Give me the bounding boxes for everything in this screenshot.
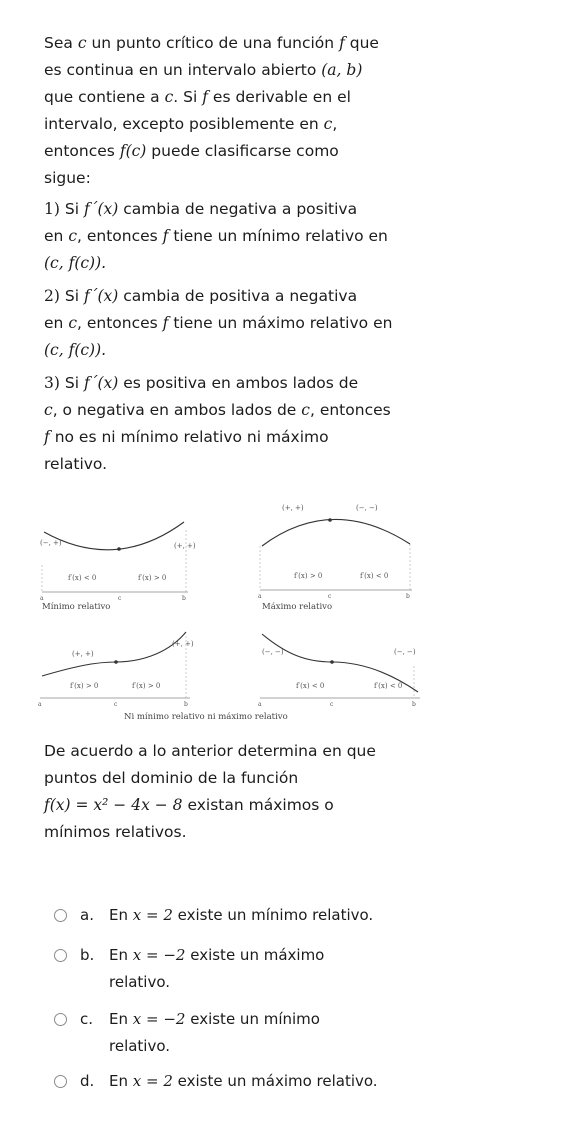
option-letter: d. xyxy=(80,1072,95,1090)
neither-increasing-graph xyxy=(36,626,196,708)
sign-label: (−, −) xyxy=(262,648,284,656)
question-text xyxy=(44,738,554,846)
rule-text: tiene un mínimo relativo en xyxy=(173,227,388,245)
min-graph xyxy=(36,510,196,600)
question-line: puntos del dominio de la función xyxy=(44,769,299,787)
b-label: b xyxy=(406,593,410,600)
math-c: c xyxy=(323,115,333,133)
rule-text: en xyxy=(44,227,64,245)
option-text[interactable] xyxy=(109,1068,509,1095)
rule-text: no es ni mínimo relativo ni máximo xyxy=(54,428,329,446)
math-interval: (a, b) xyxy=(321,61,363,79)
rule-text: , entonces xyxy=(309,401,391,419)
c-label: c xyxy=(118,595,122,600)
option-word: En xyxy=(109,1010,128,1028)
c-label: c xyxy=(330,701,334,708)
sign-label: (+, +) xyxy=(282,504,304,512)
rule-3 xyxy=(44,370,554,478)
option-equation: x = −2 xyxy=(132,946,186,964)
radio-button[interactable] xyxy=(54,909,67,922)
math-c: c xyxy=(77,34,87,52)
option-b[interactable] xyxy=(52,942,522,996)
rule-text: en xyxy=(44,314,64,332)
rule-text: Si xyxy=(64,374,80,392)
option-word: En xyxy=(109,906,128,924)
intro-text: que contiene a xyxy=(44,88,160,106)
rule-2 xyxy=(44,283,554,364)
derivative-sign-label: f′(x) < 0 xyxy=(360,572,389,580)
derivative-sign-label: f′(x) < 0 xyxy=(296,682,325,690)
derivative-sign-label: f′(x) > 0 xyxy=(70,682,99,690)
option-c[interactable] xyxy=(52,1006,522,1060)
option-equation: x = 2 xyxy=(132,906,173,924)
rule-text: , entonces xyxy=(77,227,158,245)
option-letter: c. xyxy=(80,1010,94,1028)
function-expression: f(x) = x² − 4x − 8 xyxy=(44,796,183,814)
sign-label: (+, +) xyxy=(72,650,94,658)
intro-text: intervalo, excepto posiblemente en xyxy=(44,115,319,133)
neither-decreasing-graph xyxy=(256,626,426,708)
rule-1 xyxy=(44,196,554,277)
rule-text: , entonces xyxy=(77,314,158,332)
radio-button[interactable] xyxy=(54,949,67,962)
option-word: existe un máximo relativo. xyxy=(177,1072,378,1090)
math-c: c xyxy=(301,401,310,419)
question-line: mínimos relativos. xyxy=(44,823,187,841)
theory-text xyxy=(44,30,554,478)
derivative-sign-label: f′(x) < 0 xyxy=(374,682,403,690)
max-point xyxy=(328,518,332,522)
derivative-sign-label: f′(x) > 0 xyxy=(132,682,161,690)
neither-caption: Ni mínimo relativo ni máximo relativo xyxy=(124,712,288,722)
rule-text: , o negativa en ambos lados de xyxy=(52,401,297,419)
c-label: c xyxy=(114,701,118,708)
intro-text: . Si xyxy=(173,88,198,106)
math-point: (c, f(c)). xyxy=(44,254,107,272)
math-f: f xyxy=(162,227,169,245)
max-curve xyxy=(262,519,410,546)
rule-text: es positiva en ambos lados de xyxy=(123,374,359,392)
sign-label: (−, −) xyxy=(356,504,378,512)
min-curve xyxy=(44,522,184,550)
intro-text: , xyxy=(332,115,338,133)
math-c: c xyxy=(68,227,77,245)
a-label: a xyxy=(258,593,262,600)
c-label: c xyxy=(328,593,332,600)
rule-number: 1) xyxy=(44,200,60,218)
rule-text: relativo. xyxy=(44,455,108,473)
min-caption: Mínimo relativo xyxy=(42,602,111,612)
neither-curve xyxy=(42,632,186,676)
figures-panel xyxy=(36,498,416,748)
derivative-sign-label: f′(x) > 0 xyxy=(138,574,167,582)
intro-text: es derivable en el xyxy=(212,88,351,106)
intro-text: que xyxy=(349,34,379,52)
math-derivative: f´(x) xyxy=(83,374,119,392)
option-letter: a. xyxy=(80,906,94,924)
question-line: existan máximos o xyxy=(187,796,334,814)
radio-button[interactable] xyxy=(54,1013,67,1026)
rule-number: 2) xyxy=(44,287,60,305)
derivative-sign-label: f′(x) > 0 xyxy=(294,572,323,580)
math-c: c xyxy=(68,314,77,332)
option-word: existe un máximo xyxy=(190,946,325,964)
math-fc: f(c) xyxy=(119,142,147,160)
sign-label: (+, +) xyxy=(174,542,196,550)
b-label: b xyxy=(182,595,186,600)
intro-paragraph xyxy=(44,30,554,192)
rule-text: tiene un máximo relativo en xyxy=(173,314,393,332)
option-word: En xyxy=(109,1072,128,1090)
radio-button[interactable] xyxy=(54,1075,67,1088)
math-f: f xyxy=(162,314,169,332)
math-c: c xyxy=(164,88,174,106)
math-f: f xyxy=(44,428,50,446)
option-text[interactable] xyxy=(109,902,509,929)
math-c: c xyxy=(44,401,53,419)
a-label: a xyxy=(38,701,42,708)
a-label: a xyxy=(40,595,44,600)
min-point xyxy=(117,547,121,551)
intro-text: entonces xyxy=(44,142,115,160)
rule-text: cambia de positiva a negativa xyxy=(123,287,358,305)
math-derivative: f´(x) xyxy=(83,200,119,218)
question-line: De acuerdo a lo anterior determina en que xyxy=(44,742,376,760)
intro-text: puede clasificarse como xyxy=(151,142,339,160)
derivative-sign-label: f′(x) < 0 xyxy=(68,574,97,582)
option-word: relativo. xyxy=(109,973,171,991)
option-a[interactable] xyxy=(52,902,522,929)
option-letter: b. xyxy=(80,946,95,964)
intro-text: Sea xyxy=(44,34,73,52)
option-text[interactable] xyxy=(109,1006,509,1060)
intro-text: sigue: xyxy=(44,169,91,187)
b-label: b xyxy=(412,701,416,708)
option-word: relativo. xyxy=(109,1037,171,1055)
a-label: a xyxy=(258,701,262,708)
b-label: b xyxy=(184,701,188,708)
option-word: existe un mínimo xyxy=(190,1010,320,1028)
math-point: (c, f(c)). xyxy=(44,341,107,359)
rule-text: cambia de negativa a positiva xyxy=(123,200,358,218)
rule-number: 3) xyxy=(44,374,60,392)
inflection-point xyxy=(114,660,118,664)
sign-label: (+, +) xyxy=(172,640,194,648)
inflection-point xyxy=(330,660,334,664)
math-f: f xyxy=(339,34,345,52)
rule-text: Si xyxy=(64,200,80,218)
option-equation: x = 2 xyxy=(132,1072,173,1090)
intro-text: un punto crítico de una función xyxy=(91,34,335,52)
option-word: existe un mínimo relativo. xyxy=(177,906,374,924)
option-word: En xyxy=(109,946,128,964)
rule-text: Si xyxy=(64,287,80,305)
math-derivative: f´(x) xyxy=(83,287,119,305)
sign-label: (−, −) xyxy=(394,648,416,656)
option-equation: x = −2 xyxy=(132,1010,186,1028)
option-d[interactable] xyxy=(52,1068,522,1095)
sign-label: (−, +) xyxy=(40,539,62,547)
option-text[interactable] xyxy=(109,942,509,996)
math-f: f xyxy=(202,88,208,106)
max-caption: Máximo relativo xyxy=(262,602,333,612)
max-graph xyxy=(256,498,416,600)
intro-text: es continua en un intervalo abierto xyxy=(44,61,317,79)
